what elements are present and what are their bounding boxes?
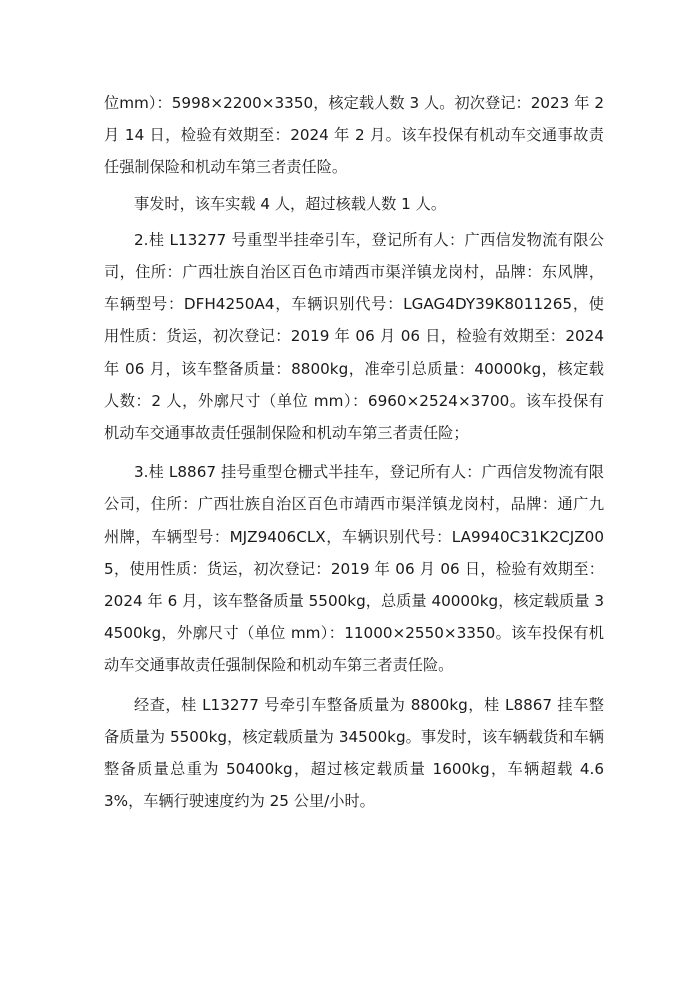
document-body — [104, 87, 604, 817]
paragraph-semi-trailer: 3.桂 L8867 挂号重型仓栅式半挂车，登记所有人：广西信发物流有限公司，住所：广西壮族自治区百色市靖西市渠洋镇龙岗村，品牌：通广九州牌，车辆型号：MJZ9406CLX，车辆识别代号：LA9940C31K2CJZ005，使用性质：货运，初次登记：2019 年 06 月 06 日，检验有效期至：2024 年 6 月，该车整备质量 5500kg，总质量 40000kg，核定载质量 34500kg，外廓尺寸（单位 mm）：11000×2550×3350。该车投保有机动车交通事故责任强制保险和机动车第三者责任险。 — [104, 463, 604, 675]
paragraph-investigation-finding: 经查，桂 L13277 号牵引车整备质量为 8800kg，桂 L8867 挂车整备质量为 5500kg，核定载质量为 34500kg。事发时，该车辆载货和车辆整备质量总重为 50400kg，超过核定载质量 1600kg，车辆超载 4.63%，车辆行驶速度约为 25 公里/小时。 — [104, 695, 604, 811]
paragraph-tractor-vehicle: 2.桂 L13277 号重型半挂牵引车，登记所有人：广西信发物流有限公司，住所：广西壮族自治区百色市靖西市渠洋镇龙岗村，品牌：东风牌，车辆型号：DFH4250A4，车辆识别代号：LGAG4DY39K8011265，使用性质：货运，初次登记：2019 年 06 月 06 日，检验有效期至：2024 年 06 月，该车整备质量：8800kg，准牵引总质量：40000kg，核定载人数：2 人，外廓尺寸（单位 mm）：6960×2524×3700。该车投保有机动车交通事故责任强制保险和机动车第三者责任险； — [104, 230, 604, 443]
paragraph-vehicle-1-continued: 位mm）：5998×2200×3350，核定载人数 3 人。初次登记：2023 年 2 月 14 日，检验有效期至：2024 年 2 月。该车投保有机动车交通事故责任强制保险和机动车第三者责任险。 — [104, 94, 604, 177]
paragraph-occupancy-note: 事发时，该车实载 4 人，超过核载人数 1 人。 — [134, 194, 447, 213]
